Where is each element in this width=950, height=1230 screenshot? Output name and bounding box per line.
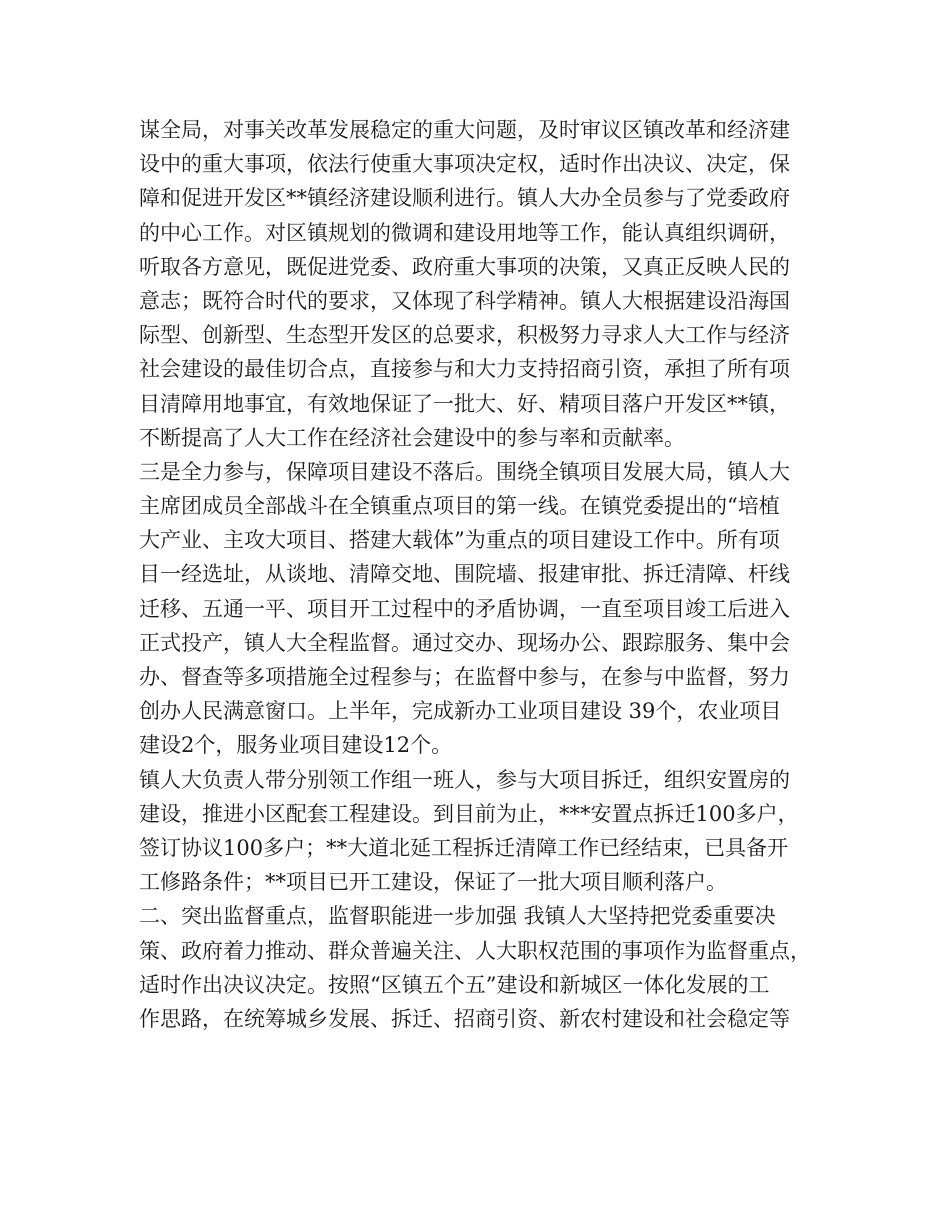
text-line: 三是全力参与，保障项目建设不落后。围绕全镇项目发展大局，镇人大 <box>139 459 790 484</box>
text-line: 策、政府着力推动、群众普遍关注、人大职权范围的事项作为监督重点， <box>139 938 811 963</box>
text-line: 镇人大负责人带分别领工作组一班人，参与大项目拆迁，组织安置房的 <box>139 767 790 792</box>
text-line: 建设，推进小区配套工程建设。到目前为止，***安置点拆迁100多户， <box>139 801 799 826</box>
text-line: 目清障用地事宜，有效地保证了一批大、好、精项目落户开发区**镇， <box>139 391 790 416</box>
text-line: 目一经选址，从谈地、清障交地、围院墙、报建审批、拆迁清障、杆线 <box>139 562 790 587</box>
text-line: 际型、创新型、生态型开发区的总要求，积极努力寻求人大工作与经济 <box>139 323 790 348</box>
text-line: 办、督查等多项措施全过程参与；在监督中参与，在参与中监督，努力 <box>139 665 790 689</box>
text-line: 作思路，在统筹城乡发展、拆迁、招商引资、新农村建设和社会稳定等 <box>139 1006 790 1031</box>
text-line: 二、突出监督重点，监督职能进一步加强 我镇人大坚持把党委重要决 <box>139 904 776 929</box>
text-line: 社会建设的最佳切合点，直接参与和大力支持招商引资，承担了所有项 <box>139 357 790 382</box>
text-line: 创办人民满意窗口。上半年，完成新办工业项目建设 39个，农业项目 <box>139 699 782 724</box>
text-line: 迁移、五通一平、项目开工过程中的矛盾协调，一直至项目竣工后进入 <box>139 596 790 621</box>
text-line: 大产业、主攻大项目、搭建大载体”为重点的项目建设工作中。所有项 <box>139 528 780 553</box>
text-line: 设中的重大事项，依法行使重大事项决定权，适时作出决议、决定，保 <box>139 152 790 177</box>
text-line: 意志；既符合时代的要求，又体现了科学精神。镇人大根据建设沿海国 <box>139 288 790 313</box>
text-line: 签订协议100多户；**大道北延工程拆迁清障工作已经结束，已具备开 <box>139 835 789 860</box>
body-text <box>139 113 829 1036</box>
text-line: 听取各方意见，既促进党委、政府重大事项的决策，又真正反映人民的 <box>139 254 790 279</box>
text-line: 建设2个，服务业项目建设12个。 <box>139 733 453 758</box>
text-line: 适时作出决议决定。按照“区镇五个五”建设和新城区一体化发展的工 <box>139 972 770 997</box>
text-line: 障和促进开发区**镇经济建设顺利进行。镇人大办全员参与了党委政府 <box>139 186 790 211</box>
text-line: 不断提高了人大工作在经济社会建设中的参与率和贡献率。 <box>139 425 685 450</box>
text-line: 正式投产，镇人大全程监督。通过交办、现场办公、跟踪服务、集中会 <box>139 630 790 655</box>
text-line: 主席团成员全部战斗在全镇重点项目的第一线。在镇党委提出的“培植 <box>139 494 780 519</box>
text-line: 工修路条件；**项目已开工建设，保证了一批大项目顺利落户。 <box>139 870 727 895</box>
text-line: 的中心工作。对区镇规划的微调和建设用地等工作，能认真组织调研， <box>139 220 790 245</box>
text-line: 谋全局，对事关改革发展稳定的重大问题，及时审议区镇改革和经济建 <box>139 118 790 142</box>
